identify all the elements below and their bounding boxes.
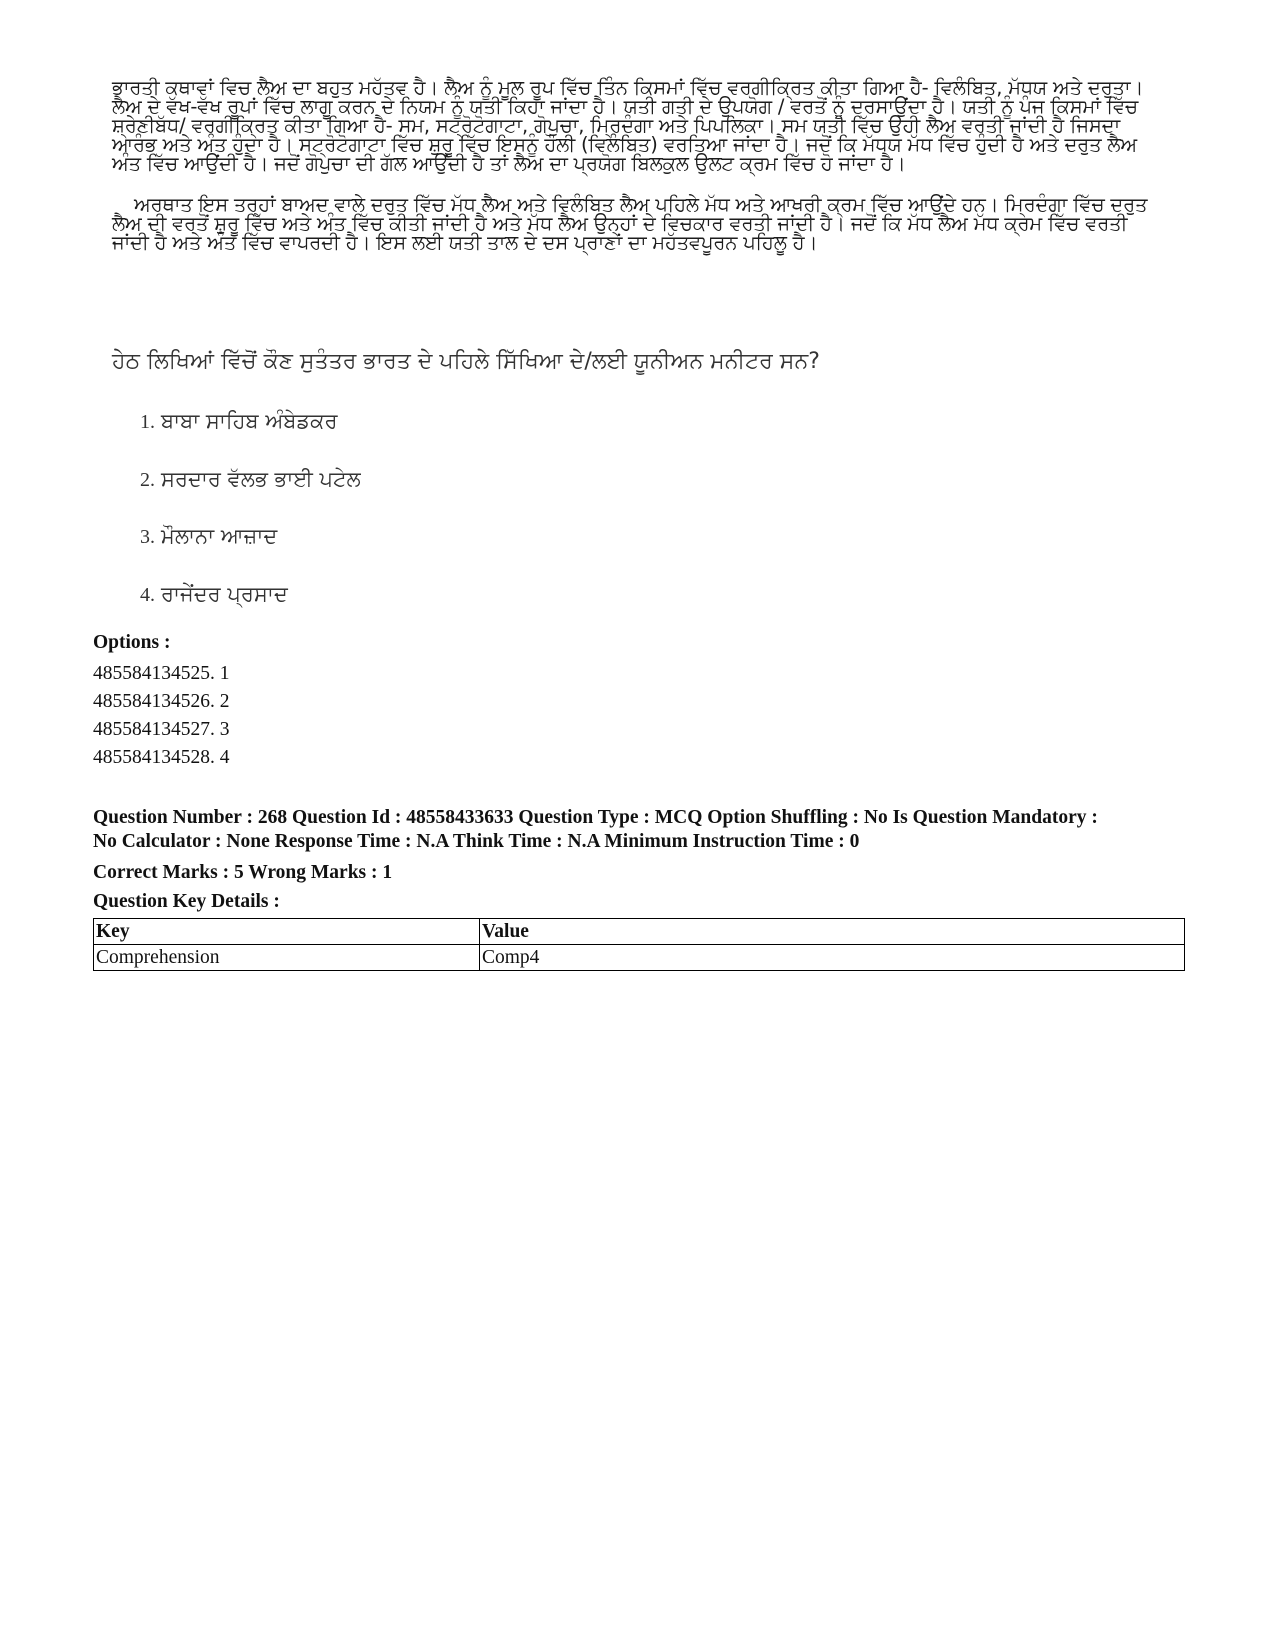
choice-text: ਮੌਲਾਨਾ ਆਜ਼ਾਦ (161, 524, 278, 548)
metadata-line-1: Question Number : 268 Question Id : 48558433633 Question Type : MCQ Option Shuffling : No Is Question Mandatory : (93, 807, 1098, 828)
choice-number: 4. (140, 583, 155, 606)
comprehension-passage (112, 78, 1162, 252)
table-cell-key: Comprehension (94, 945, 480, 971)
choice-number: 2. (140, 468, 155, 491)
choice-item (140, 409, 361, 467)
question-metadata (93, 806, 1193, 853)
choice-text: ਸਰਦਾਰ ਵੱਲਭ ਭਾਈ ਪਟੇਲ (161, 466, 361, 491)
choice-number: 1. (140, 411, 155, 433)
column-header-value: Value (480, 919, 1185, 945)
table-cell-value: Comp4 (480, 945, 1185, 971)
passage-paragraph-1: ਭਾਰਤੀ ਕਥਾਵਾਂ ਵਿਚ ਲੈਅ ਦਾ ਬਹੁਤ ਮਹੱਤਵ ਹੈ। ਲੈਅ ਨੂੰ ਮੂਲ ਰੂਪ ਵਿੱਚ ਤਿੰਨ ਕਿਸਮਾਂ ਵਿੱਚ ਵਰਗੀਕ੍ਰਿਤ ਕੀਤਾ ਗਿਆ ਹੈ- ਵਿਲੰਬਿਤ, ਮੱਧਯ ਅਤੇ ਦਰੁਤਾ। ਲੈਅ ਦੇ ਵੱਖ-ਵੱਖ ਰੂਪਾਂ ਵਿੱਚ ਲਾਗੂ ਕਰਨ ਦੇ ਨਿਯਮ ਨੂੰ ਯਤੀ ਕਿਹਾ ਜਾਂਦਾ ਹੈ। ਯਤੀ ਗਤੀ ਦੇ ਉਪਯੋਗ / ਵਰਤੋਂ ਨੂੰ ਦਰਸਾਉਂਦਾ ਹੈ। ਯਤੀ ਨੂੰ ਪੰਜ ਕਿਸਮਾਂ ਵਿੱਚ ਸ਼੍ਰੇਣੀਬੱਧ/ ਵਰਗੀਕ੍ਰਿਤ ਕੀਤਾ ਗਿਆ ਹੈ- ਸਮ, ਸਟ੍ਰੋਟੋਗਾਟਾ, ਗੋਪੁਚਾ, ਮ੍ਰਿਦੰਗਾ ਅਤੇ ਪਿਪਲਿਕਾ। ਸਮ ਯਤੀ ਵਿੱਚ ਉਹੀ ਲੈਅ ਵਰਤੀ ਜਾਂਦੀ ਹੈ ਜਿਸਦਾ ਆਰੰਭ ਅਤੇ ਅੰਤ ਹੁੰਦਾ ਹੈ। ਸਟ੍ਰੋਟੋਗਾਟਾ ਵਿੱਚ ਸ਼ੁਰੂ ਵਿੱਚ ਇਸਨੂੰ ਹੌਲੀ (ਵਿਲੰਬਿਤ) ਵਰਤਿਆ ਜਾਂਦਾ ਹੈ। ਜਦੋਂ ਕਿ ਮੱਧਯ ਮੱਧ ਵਿੱਚ ਹੁੰਦੀ ਹੈ ਅਤੇ ਦਰੁਤ ਲੈਅ ਅੰਤ ਵਿੱਚ ਆਉਂਦੀ ਹੈ। ਜਦੋਂ ਗੋਪੁਚਾ ਦੀ ਗੱਲ ਆਉਂਦੀ ਹੈ ਤਾਂ ਲੈਅ ਦਾ ਪ੍ਰਯੋਗ ਬਿਲਕੁਲ ਉਲਟ ਕ੍ਰਮ ਵਿੱਚ ਹੋ ਜਾਂਦਾ ਹੈ। (112, 76, 1144, 175)
option-item: 485584134528. 4 (93, 747, 230, 768)
question-text: ਹੇਠ ਲਿਖਿਆਂ ਵਿੱਚੋਂ ਕੌਣ ਸੁਤੰਤਰ ਭਾਰਤ ਦੇ ਪਹਿਲੇ ਸਿੱਖਿਆ ਦੇ/ਲਈ ਯੂਨੀਅਨ ਮਨੀਟਰ ਸਨ? (112, 349, 820, 374)
key-details-table (93, 918, 1185, 971)
choice-text: ਰਾਜੇਂਦਰ ਪ੍ਰਸਾਦ (161, 581, 288, 606)
choice-item (140, 467, 361, 525)
passage-paragraph-2: ਅਰਥਾਤ ਇਸ ਤਰ੍ਹਾਂ ਬਾਅਦ ਵਾਲੇ ਦਰੁਤ ਵਿੱਚ ਮੱਧ ਲੈਅ ਅਤੇ ਵਿਲੰਬਿਤ ਲੈਅ ਪਹਿਲੇ ਮੱਧ ਅਤੇ ਆਖਰੀ ਕ੍ਰਮ ਵਿੱਚ ਆਉਂਦੇ ਹਨ। ਮ੍ਰਿਦੰਗਾ ਵਿੱਚ ਦਰੁਤ ਲੈਅ ਦੀ ਵਰਤੋਂ ਸ਼ੁਰੂ ਵਿੱਚ ਅਤੇ ਅੰਤ ਵਿੱਚ ਕੀਤੀ ਜਾਂਦੀ ਹੈ ਅਤੇ ਮੱਧ ਲੈਅ ਉਨ੍ਹਾਂ ਦੇ ਵਿਚਕਾਰ ਵਰਤੀ ਜਾਂਦੀ ਹੈ। ਜਦੋਂ ਕਿ ਮੱਧ ਲੈਅ ਮੱਧ ਕ੍ਰਮ ਵਿੱਚ ਵਰਤੀ ਜਾਂਦੀ ਹੈ ਅਤੇ ਅੰਤ ਵਿੱਚ ਵਾਪਰਦੀ ਹੈ। ਇਸ ਲਈ ਯਤੀ ਤਾਲ ਦੇ ਦਸ ਪ੍ਰਾਣਾਂ ਦਾ ਮਹੱਤਵਪੂਰਨ ਪਹਿਲੂ ਹੈ। (112, 193, 1148, 254)
choice-item (140, 524, 361, 582)
option-item: 485584134526. 2 (93, 691, 230, 712)
table-row (94, 945, 1185, 971)
choice-item (140, 582, 361, 640)
metadata-line-2: No Calculator : None Response Time : N.A Think Time : N.A Minimum Instruction Time : 0 (93, 830, 860, 852)
marks-info: Correct Marks : 5 Wrong Marks : 1 (93, 862, 393, 883)
option-item: 485584134527. 3 (93, 719, 230, 740)
options-heading: Options : (93, 632, 171, 653)
choice-number: 3. (140, 526, 155, 548)
key-details-heading: Question Key Details : (93, 891, 280, 912)
option-item: 485584134525. 1 (93, 663, 230, 684)
answer-choices (140, 409, 361, 639)
table-header-row (94, 919, 1185, 945)
choice-text: ਬਾਬਾ ਸਾਹਿਬ ਅੰਬੇਡਕਰ (161, 409, 338, 433)
options-list (93, 660, 230, 772)
column-header-key: Key (94, 919, 480, 945)
